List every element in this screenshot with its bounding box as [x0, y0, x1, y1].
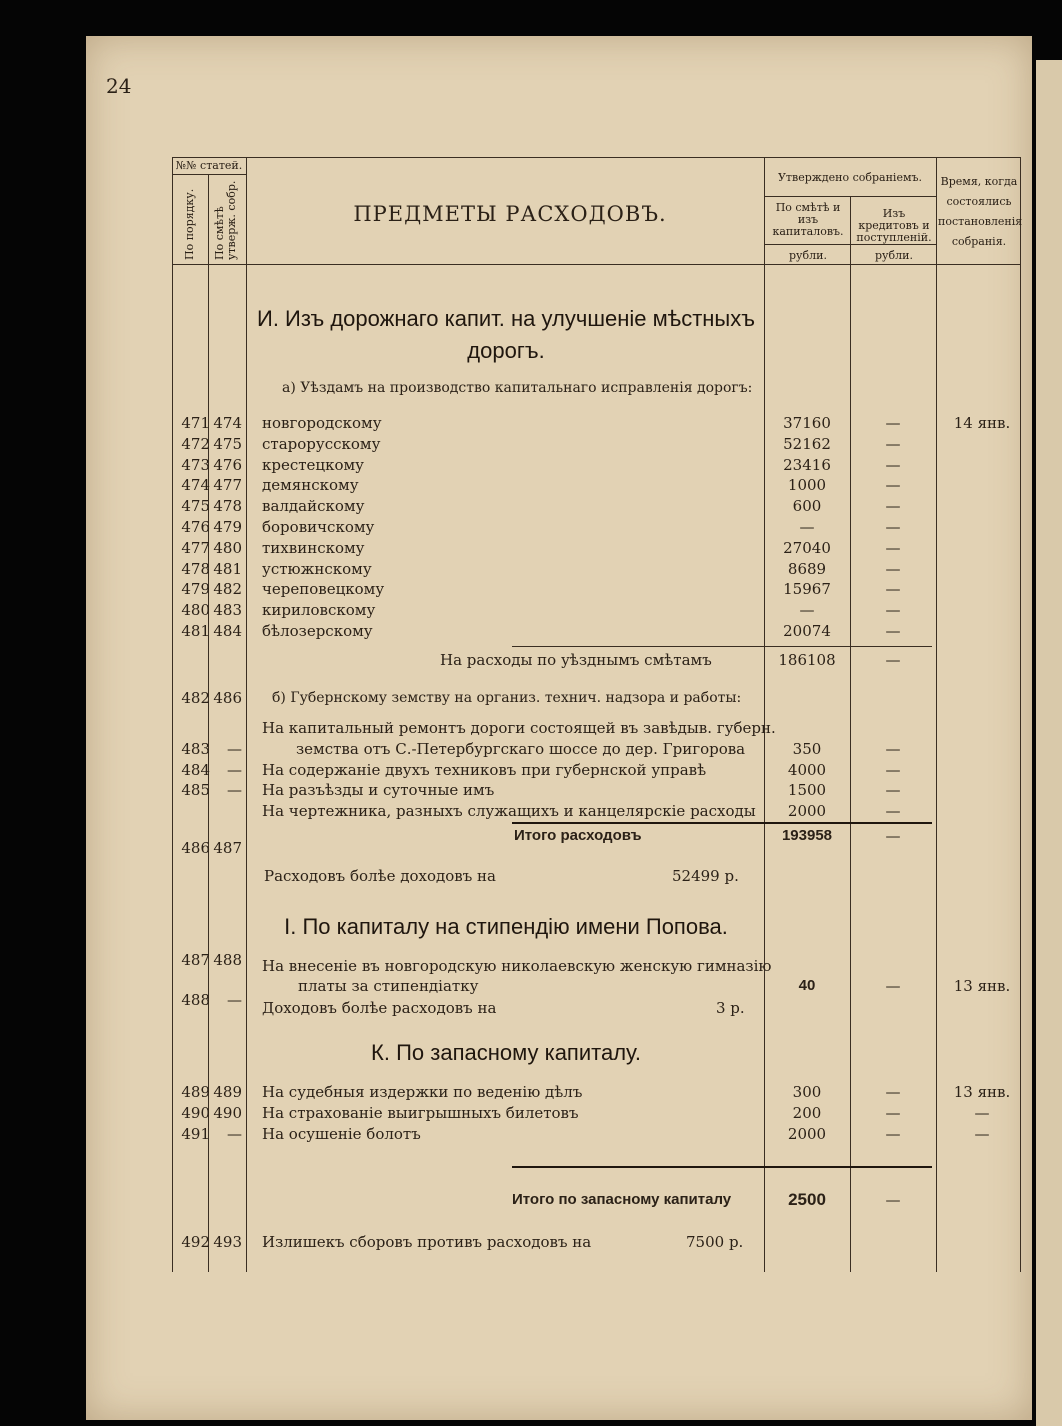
- surplus-n2: 493: [213, 1233, 242, 1251]
- sub-b-n1: 482: [181, 689, 210, 707]
- header-vremya: Время, когда состоялись постановленія собранія.: [938, 175, 1023, 248]
- stipend2-value: 3 р.: [716, 999, 745, 1017]
- total-rule: [512, 822, 932, 824]
- row-credit: —: [885, 434, 901, 453]
- reserve-total-rule: [512, 1166, 932, 1168]
- row-amount: 27040: [783, 538, 831, 557]
- row-number: 485: [181, 781, 210, 800]
- row-amount: 600: [792, 497, 822, 516]
- section-i-title-line2: дорогъ.: [467, 338, 545, 363]
- surplus-value: 7500 р.: [686, 1233, 744, 1251]
- row-amount: 20074: [783, 622, 831, 640]
- row-credit: —: [885, 476, 901, 495]
- total-credit: —: [885, 827, 901, 845]
- row-description: земства отъ С.-Петербургскаго шоссе до дер. Григорова: [296, 739, 746, 758]
- row-description: На содержаніе двухъ техниковъ при губернской управѣ: [262, 760, 707, 779]
- row-amount: —: [799, 518, 815, 536]
- excess-value: 52499 р.: [672, 867, 739, 885]
- table-row: [86, 579, 1032, 599]
- row-estimate-number: 483: [213, 601, 242, 620]
- table-row: [86, 475, 1032, 495]
- reserve-total-row: [86, 1190, 1032, 1210]
- section-K-title: К. По запасному капиталу.: [371, 1040, 641, 1065]
- row-amount: —: [799, 601, 815, 620]
- row-credit: —: [885, 781, 901, 800]
- row-estimate-number: 489: [213, 1083, 242, 1101]
- row-estimate-number: —: [227, 1125, 242, 1143]
- surplus-label: Излишекъ сборовъ противъ расходовъ на: [262, 1233, 592, 1251]
- subtotal-amount: 186108: [778, 651, 836, 669]
- row-estimate-number: 481: [213, 559, 242, 578]
- row-number: 473: [181, 455, 210, 474]
- row-estimate-number: —: [227, 739, 242, 758]
- row-amount: 350: [792, 739, 822, 758]
- row-description: бѣлозерскому: [262, 622, 373, 640]
- row-estimate-number: 476: [213, 455, 242, 474]
- total-n1: 486: [181, 839, 210, 857]
- row-estimate-number: 484: [213, 622, 242, 640]
- header-bottom-border: [172, 264, 1020, 265]
- row-description: На страхованіе выигрышныхъ билетовъ: [262, 1104, 579, 1122]
- surplus-n1: 492: [181, 1233, 210, 1251]
- subtotal-rule: [512, 646, 932, 647]
- stipend-line2: платы за стипендіатку: [298, 977, 479, 995]
- row-credit: —: [885, 455, 901, 474]
- header-po-smete: По смѣтѣ утверж. собр.: [213, 180, 238, 260]
- row-time: —: [974, 1125, 990, 1143]
- row-description: череповецкому: [262, 580, 385, 599]
- row-amount: 52162: [783, 434, 831, 453]
- table-row: [86, 718, 1032, 738]
- stipend2-label: Доходовъ болѣе расходовъ на: [262, 999, 497, 1017]
- row-estimate-number: 482: [213, 580, 242, 599]
- row-number: 491: [181, 1125, 210, 1143]
- adjacent-page-edge: [1036, 60, 1062, 1426]
- table-row: [86, 413, 1032, 433]
- row-time: —: [974, 1104, 990, 1122]
- row-description: кириловскому: [262, 601, 376, 620]
- table-row: [86, 496, 1032, 516]
- row-credit: —: [885, 559, 901, 578]
- row-number: 472: [181, 434, 210, 453]
- table-row: [86, 780, 1032, 800]
- stipend-time: 13 янв.: [953, 977, 1011, 995]
- row-credit: —: [885, 1104, 901, 1122]
- reserve-total-amount: 2500: [788, 1190, 826, 1209]
- row-credit: —: [885, 518, 901, 536]
- row-number: 480: [181, 601, 210, 620]
- row-description: крестецкому: [262, 455, 364, 474]
- excess-row: [86, 866, 1032, 886]
- table-row: [86, 517, 1032, 537]
- row-number: 481: [181, 622, 210, 640]
- total-amount: 193958: [781, 827, 833, 844]
- row-credit: —: [885, 601, 901, 620]
- stipend2-n2: —: [227, 991, 242, 1009]
- table-row: [86, 1124, 1032, 1144]
- row-amount: 15967: [783, 580, 831, 599]
- row-estimate-number: 479: [213, 518, 242, 536]
- row-estimate-number: 477: [213, 476, 242, 495]
- stipend-amount: 40: [798, 977, 816, 994]
- header-utverzhdeno: Утверждено собраніемъ.: [777, 171, 923, 184]
- sub-a-label: а) Уѣздамъ на производство капитальнаго исправленія дорогъ:: [282, 380, 753, 396]
- table-row: [86, 559, 1032, 579]
- section-i-title-line1: И. Изъ дорожнаго капит. на улучшеніе мѣстныхъ: [257, 306, 755, 331]
- table-row: [86, 760, 1032, 780]
- header-nn-statey: №№ статей.: [175, 159, 243, 172]
- row-estimate-number: 490: [213, 1104, 242, 1122]
- stipend-credit: —: [885, 977, 901, 995]
- row-credit: —: [885, 414, 901, 432]
- reserve-total-credit: —: [885, 1191, 901, 1209]
- row-credit: —: [885, 739, 901, 758]
- row-amount: 8689: [787, 559, 827, 578]
- row-number: 471: [181, 414, 210, 432]
- table-row: [86, 1103, 1032, 1123]
- row-description: новгородскому: [262, 414, 382, 432]
- row-number: 490: [181, 1104, 210, 1122]
- stipend-row-2: [86, 991, 1032, 1018]
- row-credit: —: [885, 760, 901, 779]
- stipend-n1: 487: [181, 951, 210, 969]
- excess-label: Расходовъ болѣе доходовъ на: [264, 867, 496, 885]
- row-number: 474: [181, 476, 210, 495]
- row-number: 475: [181, 497, 210, 516]
- row-credit: —: [885, 538, 901, 557]
- table-row: [86, 739, 1032, 759]
- stipend2-n1: 488: [181, 991, 210, 1009]
- header-rubli-1: рубли.: [789, 249, 827, 262]
- subtotal-label: На расходы по уѣзднымъ смѣтамъ: [440, 651, 712, 669]
- row-time: 14 янв.: [953, 414, 1011, 432]
- header-rubli-2: рубли.: [875, 249, 913, 262]
- row-credit: —: [885, 1125, 901, 1143]
- table-row: [86, 538, 1032, 558]
- surplus-row: [86, 1232, 1032, 1252]
- row-estimate-number: 475: [213, 434, 242, 453]
- table-row: [86, 434, 1032, 454]
- total-n2: 487: [213, 839, 242, 857]
- sub-b-n2: 486: [213, 689, 242, 707]
- stipend-n2: 488: [213, 951, 242, 969]
- header-title: ПРЕДМЕТЫ РАСХОДОВЪ.: [353, 202, 667, 226]
- sub-b-label: б) Губернскому земству на организ. технич. надзора и работы:: [272, 690, 742, 706]
- stipend-line1: На внесеніе въ новгородскую николаевскую женскую гимназію: [262, 957, 772, 975]
- table-row: [86, 455, 1032, 475]
- row-time: 13 янв.: [953, 1083, 1011, 1101]
- row-description: На судебныя издержки по веденію дѣлъ: [262, 1083, 583, 1101]
- row-description: боровичскому: [262, 518, 375, 536]
- section-I-title: І. По капиталу на стипендію имени Попова.: [284, 914, 728, 939]
- row-credit: —: [885, 1083, 901, 1101]
- row-number: 478: [181, 559, 210, 578]
- row-description: На осушеніе болотъ: [262, 1125, 421, 1143]
- row-credit: —: [885, 802, 901, 821]
- row-description: На разъѣзды и суточные имъ: [262, 781, 495, 800]
- row-description: демянскому: [262, 476, 359, 495]
- row-amount: 2000: [787, 802, 827, 821]
- row-description: устюжнскому: [262, 559, 372, 578]
- row-amount: 37160: [783, 414, 831, 432]
- header-divider-statey: [172, 174, 246, 175]
- row-credit: —: [885, 580, 901, 599]
- total-label: Итого расходовъ: [514, 827, 642, 844]
- row-amount: 4000: [787, 760, 827, 779]
- header-iz-kreditov: Изъ кредитовъ и поступленій.: [856, 207, 932, 244]
- row-description: тихвинскому: [262, 538, 365, 557]
- row-estimate-number: 480: [213, 538, 242, 557]
- row-amount: 200: [792, 1104, 822, 1122]
- row-description: На капитальный ремонтъ дороги состоящей въ завѣдыв. губерн.: [262, 719, 776, 737]
- row-estimate-number: —: [227, 760, 242, 779]
- table-row: [86, 801, 1032, 821]
- header-po-smete-kap: По смѣтѣ и изъ капиталовъ.: [772, 201, 844, 238]
- sub-b-row: [86, 688, 1032, 708]
- row-estimate-number: —: [227, 781, 242, 800]
- table-row: [86, 1082, 1032, 1102]
- row-credit: —: [885, 497, 901, 516]
- row-number: 483: [181, 739, 210, 758]
- table-top-border: [172, 157, 1020, 158]
- total-row: [86, 826, 1032, 857]
- row-number: 489: [181, 1083, 210, 1101]
- row-amount: 1000: [787, 476, 827, 495]
- stipend-row-1: [86, 951, 1032, 976]
- row-amount: 2000: [787, 1125, 827, 1143]
- row-amount: 23416: [783, 455, 831, 474]
- reserve-total-label: Итого по запасному капиталу: [512, 1191, 732, 1208]
- header-po-poryadku: По порядку.: [183, 188, 196, 260]
- row-amount: 300: [792, 1083, 822, 1101]
- row-description: валдайскому: [262, 497, 365, 516]
- row-credit: —: [885, 622, 901, 640]
- row-number: 477: [181, 538, 210, 557]
- page-number: 24: [106, 74, 132, 98]
- row-number: 479: [181, 580, 210, 599]
- row-estimate-number: 478: [213, 497, 242, 516]
- row-description: старорусскому: [262, 434, 381, 453]
- section-i-sub-a: [86, 378, 1032, 398]
- table-row: [86, 600, 1032, 620]
- row-description: На чертежника, разныхъ служащихъ и канцелярскіе расходы: [262, 802, 756, 821]
- row-number: 484: [181, 760, 210, 779]
- table-row: [86, 621, 1032, 641]
- subtotal-credit: —: [885, 651, 901, 669]
- row-amount: 1500: [787, 781, 827, 800]
- row-number: 476: [181, 518, 210, 536]
- subtotal-row: [86, 650, 1032, 670]
- row-estimate-number: 474: [213, 414, 242, 432]
